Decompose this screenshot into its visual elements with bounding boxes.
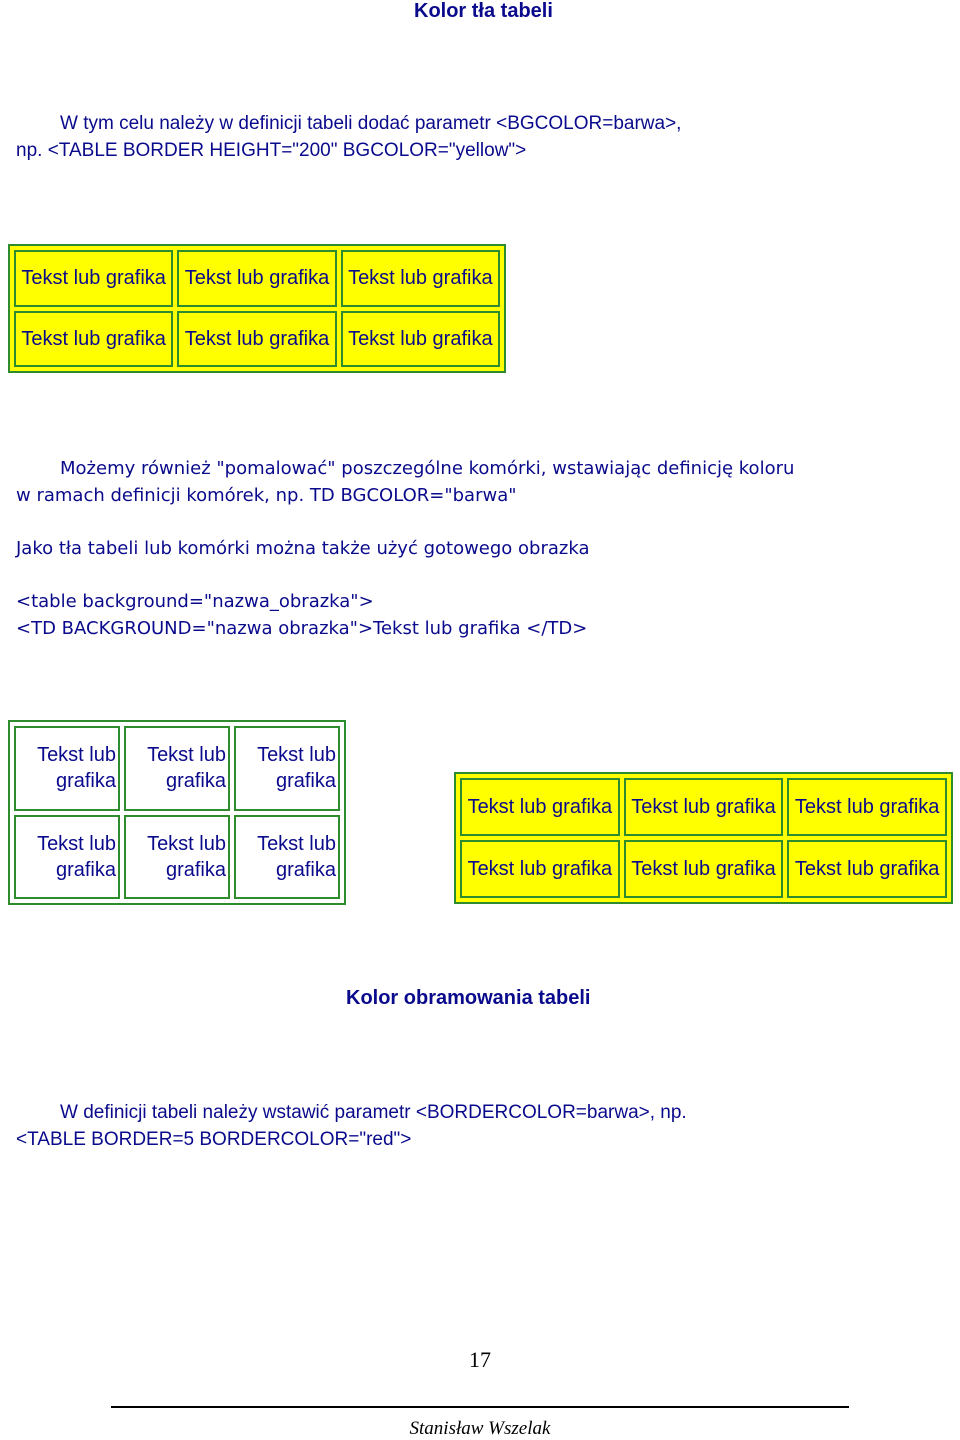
code-line-1: <table background="nazwa_obrazka"> [16,591,374,612]
yellow-table-top-cell: Tekst lub grafika [14,250,173,307]
border-paragraph [16,1099,946,1153]
section-title-bg-color: Kolor tła tabeli [414,0,553,22]
yellow-table-top-row [14,250,500,307]
yellow-table-top-cell: Tekst lub grafika [341,311,500,368]
cells-paragraph [16,455,951,509]
page-number: 17 [469,1347,491,1372]
yellow-table-top-cell: Tekst lub grafika [177,311,336,368]
yellow-table-right-cell: Tekst lub grafika [624,778,784,836]
yellow-table-top-cell: Tekst lub grafika [341,250,500,307]
white-table-narrow-cell: Tekst lub grafika [234,815,340,900]
white-table-narrow-row [14,815,340,900]
cells-line-1: Możemy również "pomalować" poszczególne komórki, wstawiając definicję koloru [60,458,795,479]
yellow-table-right-cell: Tekst lub grafika [787,778,947,836]
yellow-table-right-cell: Tekst lub grafika [460,840,620,898]
white-table-narrow [8,720,346,905]
white-table-narrow-cell: Tekst lub grafika [124,726,230,811]
yellow-table-top [8,244,506,373]
yellow-table-right-body [460,778,947,898]
footer-rule [111,1406,849,1408]
yellow-table-top-row [14,311,500,368]
yellow-table-right-cell: Tekst lub grafika [624,840,784,898]
yellow-table-top-body [14,250,500,367]
yellow-table-right-row [460,778,947,836]
yellow-table-right-cell: Tekst lub grafika [460,778,620,836]
code-example [16,588,587,642]
bg-intro-paragraph [16,110,946,164]
border-line-1: W definicji tabeli należy wstawić parametr <BORDERCOLOR=barwa>, np. [60,1102,687,1123]
white-table-narrow-body [14,726,340,899]
cells-line-2: w ramach definicji komórek, np. TD BGCOLOR="barwa" [16,485,517,506]
white-table-narrow-row [14,726,340,811]
white-table-narrow-cell: Tekst lub grafika [124,815,230,900]
section-title-border-color: Kolor obramowania tabeli [346,987,591,1009]
image-background-sentence: Jako tła tabeli lub komórki można także użyć gotowego obrazka [16,538,590,559]
white-table-narrow-cell: Tekst lub grafika [14,726,120,811]
yellow-table-right-cell: Tekst lub grafika [787,840,947,898]
yellow-table-top-cell: Tekst lub grafika [14,311,173,368]
yellow-table-right-row [460,840,947,898]
bg-intro-line-2: np. <TABLE BORDER HEIGHT="200" BGCOLOR="yellow"> [16,140,527,161]
border-line-2: <TABLE BORDER=5 BORDERCOLOR="red"> [16,1129,412,1150]
yellow-table-top-cell: Tekst lub grafika [177,250,336,307]
white-table-narrow-cell: Tekst lub grafika [14,815,120,900]
bg-intro-line-1: W tym celu należy w definicji tabeli dodać parametr <BGCOLOR=barwa>, [60,113,682,134]
footer-author: Stanisław Wszelak [409,1418,551,1439]
code-line-2: <TD BACKGROUND="nazwa obrazka">Tekst lub grafika </TD> [16,618,588,639]
white-table-narrow-cell: Tekst lub grafika [234,726,340,811]
yellow-table-right [454,772,953,904]
